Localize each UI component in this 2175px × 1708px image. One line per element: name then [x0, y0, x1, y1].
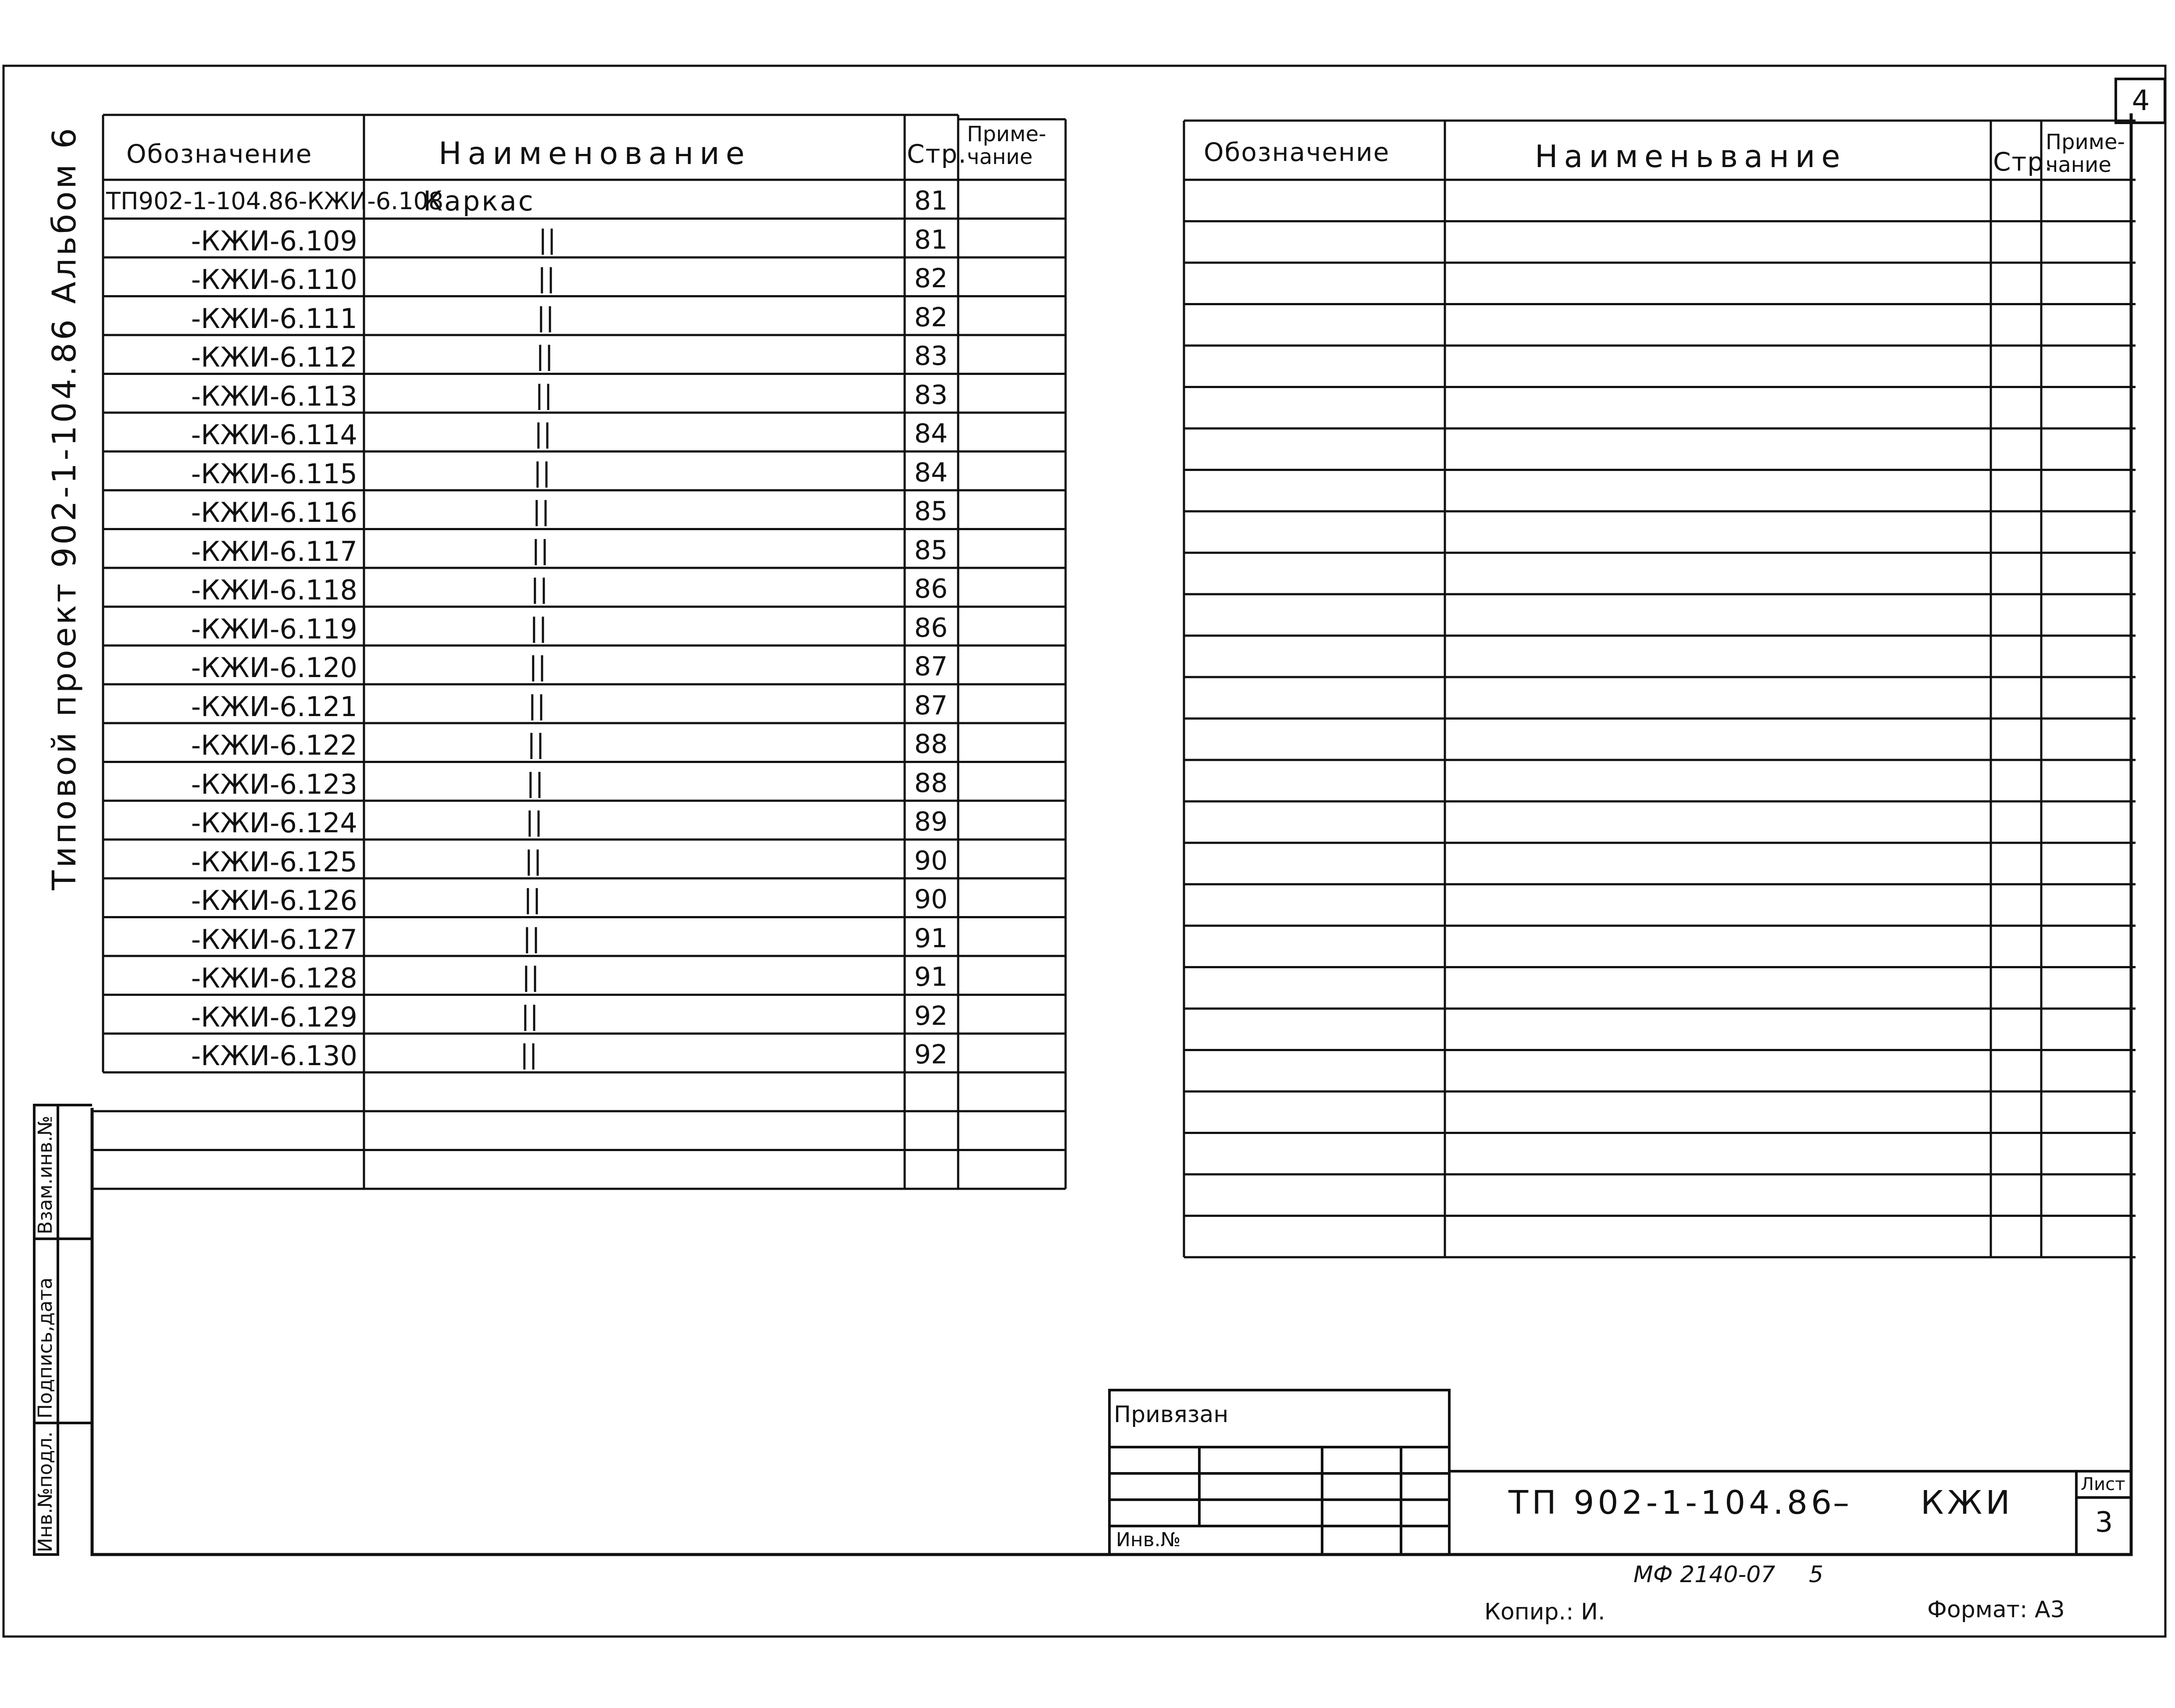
row-code: -КЖИ-6.117 — [191, 535, 357, 567]
row-code: -КЖИ-6.128 — [191, 962, 357, 994]
row-code: -КЖИ-6.129 — [191, 1001, 357, 1033]
right-header-note: Приме-чание — [2046, 130, 2125, 177]
row-page: 82 — [914, 263, 948, 294]
row-page: 87 — [914, 690, 948, 721]
row-name: || — [534, 418, 552, 449]
row-code: -КЖИ-6.110 — [191, 264, 357, 296]
title-block-code: ТП 902-1-104.86 — [1508, 1484, 1836, 1522]
side-title: Типовой проект 902-1-104.86 Альбом 6 — [46, 125, 83, 890]
row-page: 85 — [914, 535, 948, 566]
row-page: 89 — [914, 806, 948, 837]
row-code: -КЖИ-6.114 — [191, 419, 357, 451]
row-name: || — [530, 574, 549, 604]
right-header-name: Наименьвание — [1535, 139, 1847, 175]
row-name: || — [526, 767, 544, 799]
row-code: -КЖИ-6.119 — [191, 613, 357, 645]
row-code: -КЖИ-6.122 — [191, 729, 357, 761]
row-code: -КЖИ-6.115 — [191, 457, 357, 490]
row-code: -КЖИ-6.118 — [191, 574, 357, 606]
row-name: || — [533, 457, 551, 488]
margin-vzam-inv: Взам.инв.№ — [34, 1116, 57, 1234]
row-code: -КЖИ-6.109 — [191, 225, 357, 257]
row-name: || — [532, 496, 550, 527]
row-code: -КЖИ-6.124 — [191, 807, 357, 839]
row-page: 91 — [914, 962, 948, 992]
footer-kopir: Копир.: И. — [1484, 1599, 1605, 1625]
sheet-number: 4 — [2132, 85, 2150, 117]
row-code: -КЖИ-6.126 — [191, 884, 357, 916]
row-page: 85 — [914, 496, 948, 527]
row-name: || — [521, 962, 540, 992]
row-name: || — [528, 651, 547, 682]
row-page: 86 — [914, 612, 948, 643]
row-page: 88 — [914, 767, 948, 799]
margin-podpis-data: Подпись,дата — [34, 1277, 57, 1419]
footer-mf-num: 5 — [1809, 1562, 1824, 1588]
row-code: -КЖИ-6.113 — [191, 380, 357, 412]
right-header-page: Стр. — [1993, 147, 2054, 177]
row-name: || — [536, 302, 555, 333]
row-page: 82 — [914, 302, 948, 333]
left-header-designation: Обозначение — [126, 139, 313, 169]
left-header-page: Стр. — [907, 139, 967, 169]
row-page: 92 — [914, 1000, 948, 1031]
row-code: -КЖИ-6.111 — [191, 302, 357, 335]
row-name: || — [535, 341, 554, 371]
stamp-privyazan: Привязан — [1114, 1401, 1229, 1428]
row-code: -КЖИ-6.112 — [191, 341, 357, 373]
row-page: 90 — [914, 884, 948, 915]
margin-inv-podl: Инв.№подл. — [34, 1431, 57, 1552]
row-page: 83 — [914, 379, 948, 410]
row-name: || — [521, 1000, 539, 1031]
row-name: || — [525, 806, 543, 837]
title-block-suffix: КЖИ — [1921, 1484, 2014, 1522]
row-code: -КЖИ-6.116 — [191, 496, 357, 528]
left-header-name: Наименование — [439, 135, 751, 171]
row-page: 91 — [914, 923, 948, 954]
row-name: Каркас — [423, 185, 535, 217]
footer-mf: МФ 2140-07 — [1633, 1562, 1776, 1588]
row-code: -КЖИ-6.130 — [191, 1040, 357, 1072]
row-code: -КЖИ-6.123 — [191, 768, 357, 800]
row-page: 90 — [914, 845, 948, 876]
row-page: 81 — [914, 224, 948, 255]
left-header-note: Приме-чание — [967, 122, 1046, 169]
stamp-inv-no: Инв.№ — [1116, 1529, 1181, 1551]
row-page: 84 — [914, 418, 948, 449]
row-name: || — [520, 1039, 538, 1070]
row-page: 81 — [914, 185, 948, 216]
row-name: || — [537, 263, 556, 294]
row-name: || — [527, 729, 545, 760]
row-code: -КЖИ-6.121 — [191, 690, 357, 723]
row-page: 86 — [914, 574, 948, 604]
footer-format: Формат: А3 — [1927, 1597, 2065, 1623]
row-page: 88 — [914, 729, 948, 760]
title-block-dash: – — [1833, 1484, 1853, 1522]
row-page: 87 — [914, 651, 948, 682]
row-code: ТП902-1-104.86-КЖИ-6.108 — [106, 187, 444, 215]
row-name: || — [535, 379, 553, 410]
row-name: || — [524, 845, 542, 876]
row-code: -КЖИ-6.127 — [191, 923, 357, 956]
row-page: 83 — [914, 341, 948, 371]
row-name: || — [529, 612, 548, 643]
row-name: || — [538, 224, 556, 255]
row-code: -КЖИ-6.125 — [191, 845, 357, 878]
title-block-list-label: Лист — [2081, 1474, 2125, 1494]
row-name: || — [523, 884, 542, 915]
row-name: || — [522, 923, 541, 954]
row-page: 92 — [914, 1039, 948, 1070]
right-header-designation: Обозначение — [1204, 137, 1390, 167]
title-block-list-value: 3 — [2095, 1506, 2113, 1539]
row-name: || — [528, 690, 546, 721]
row-code: -КЖИ-6.120 — [191, 652, 357, 684]
row-page: 84 — [914, 457, 948, 488]
row-name: || — [531, 535, 549, 566]
